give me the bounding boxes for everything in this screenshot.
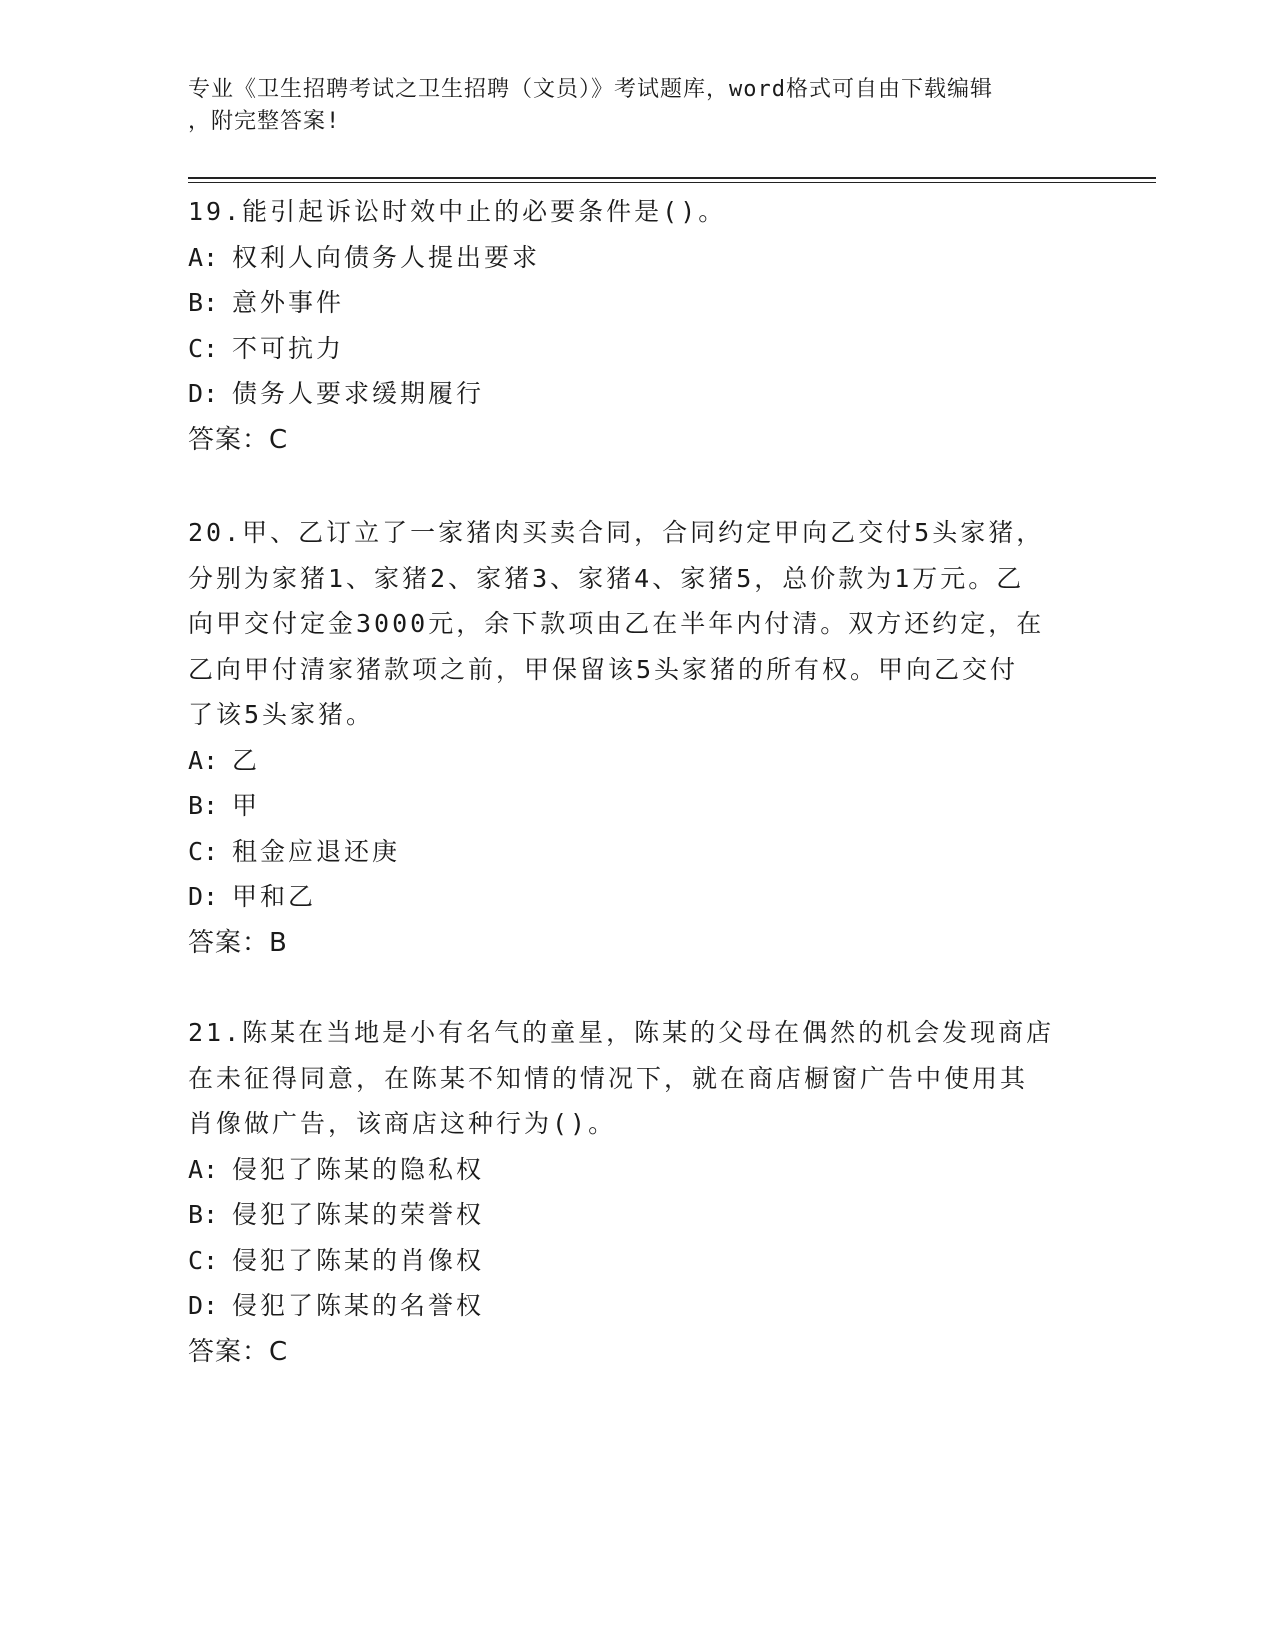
question-stem: 19.能引起诉讼时效中止的必要条件是()。	[188, 197, 727, 226]
option-d	[188, 371, 1088, 417]
document-header	[188, 74, 1068, 138]
option-key: A:	[188, 242, 219, 272]
question-stem-line: 了该5头家猪。	[188, 700, 375, 729]
option-c	[188, 829, 1088, 875]
question-21	[188, 1010, 1088, 1375]
option-text: 侵犯了陈某的荣誉权	[232, 1200, 485, 1229]
option-d	[188, 1283, 1088, 1329]
option-key: D:	[188, 1291, 219, 1320]
option-key: D:	[188, 882, 219, 911]
option-text: 甲	[232, 791, 261, 820]
option-text: 侵犯了陈某的肖像权	[232, 1245, 485, 1275]
question-stem-line: 在未征得同意，在陈某不知情的情况下，就在商店橱窗广告中使用其	[188, 1063, 1029, 1093]
option-key: C:	[188, 836, 219, 866]
option-key: D:	[188, 379, 219, 408]
option-text: 意外事件	[232, 288, 345, 317]
question-19	[188, 189, 1088, 463]
option-text: 租金应退还庚	[232, 836, 401, 866]
option-c	[188, 1238, 1088, 1284]
header-line-1: 专业《卫生招聘考试之卫生招聘（文员）》考试题库，word格式可自由下载编辑	[188, 77, 993, 102]
option-text: 债务人要求缓期履行	[232, 379, 485, 408]
question-stem-line: 分别为家猪1、家猪2、家猪3、家猪4、家猪5，总价款为1万元。乙	[188, 563, 1025, 593]
option-d	[188, 874, 1088, 920]
option-b	[188, 280, 1088, 326]
question-stem-line: 20.甲、乙订立了一家猪肉买卖合同，合同约定甲向乙交付5头家猪，	[188, 518, 1045, 547]
answer-line: 答案：C	[188, 1336, 289, 1367]
option-text: 权利人向债务人提出要求	[232, 242, 541, 272]
question-stem-line: 肖像做广告，该商店这种行为()。	[188, 1109, 617, 1138]
option-c	[188, 326, 1088, 372]
question-stem-line: 21.陈某在当地是小有名气的童星，陈某的父母在偶然的机会发现商店	[188, 1018, 1055, 1047]
option-key: B:	[188, 791, 219, 820]
header-line-2: ，附完整答案!	[188, 109, 341, 134]
question-20	[188, 510, 1088, 966]
option-text: 乙	[232, 745, 261, 775]
option-text: 不可抗力	[232, 333, 345, 363]
option-text: 侵犯了陈某的名誉权	[232, 1291, 485, 1320]
option-text: 侵犯了陈某的隐私权	[232, 1154, 485, 1184]
option-b	[188, 1192, 1088, 1238]
option-a	[188, 738, 1088, 784]
option-b	[188, 783, 1088, 829]
option-text: 甲和乙	[232, 882, 317, 911]
header-rule-thick	[188, 177, 1156, 179]
option-key: A:	[188, 1154, 219, 1184]
option-key: B:	[188, 288, 219, 317]
option-key: A:	[188, 745, 219, 775]
header-rule-thin	[188, 182, 1156, 183]
option-key: C:	[188, 1245, 219, 1275]
option-key: B:	[188, 1200, 219, 1229]
question-stem-line: 乙向甲付清家猪款项之前，甲保留该5头家猪的所有权。甲向乙交付	[188, 654, 1019, 684]
answer-line: 答案：C	[188, 424, 289, 455]
option-a	[188, 235, 1088, 281]
option-a	[188, 1147, 1088, 1193]
option-key: C:	[188, 333, 219, 363]
question-stem-line: 向甲交付定金3000元，余下款项由乙在半年内付清。双方还约定，在	[188, 609, 1045, 638]
answer-line: 答案：B	[188, 927, 288, 958]
